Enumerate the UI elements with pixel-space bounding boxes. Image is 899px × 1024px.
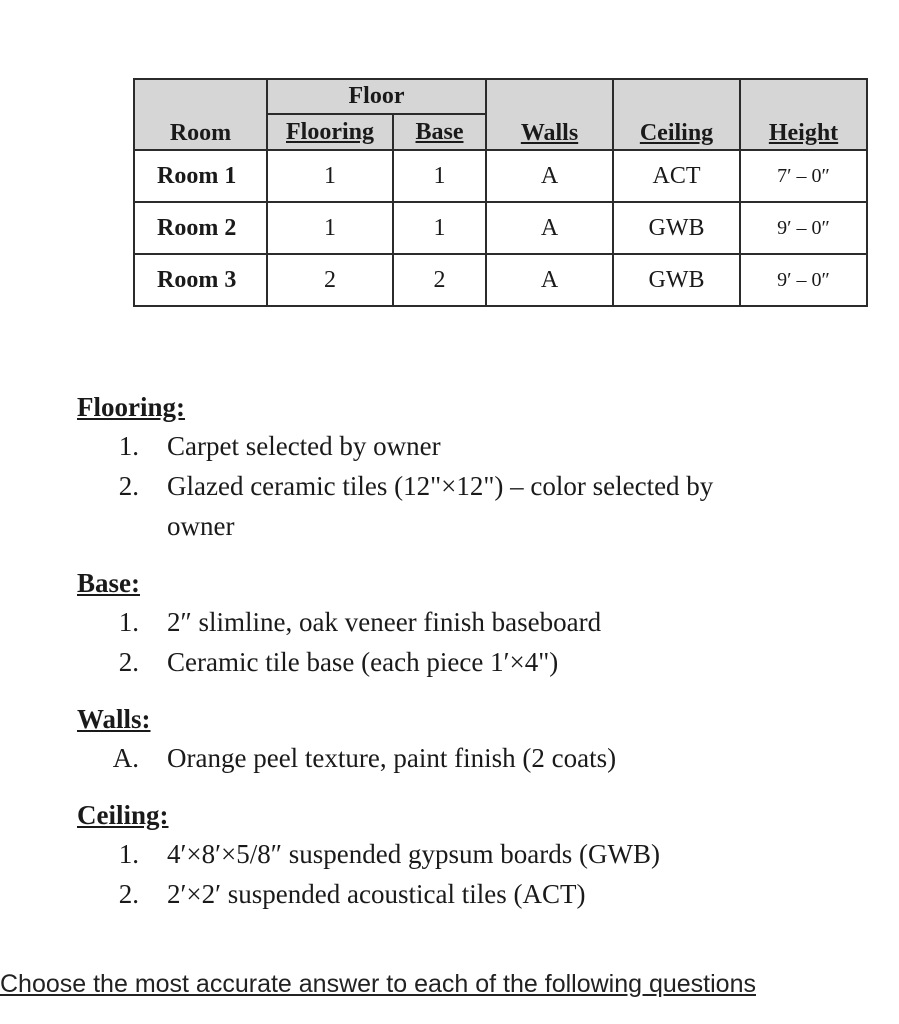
room-cell: Room 3 bbox=[134, 254, 267, 306]
header-height-label: Height bbox=[768, 120, 839, 146]
height-cell: 7′ – 0″ bbox=[740, 150, 867, 202]
item-text: Ceramic tile base (each piece 1′×4") bbox=[167, 647, 559, 677]
room-finish-schedule bbox=[133, 78, 868, 307]
header-walls bbox=[486, 79, 613, 150]
base-cell: 2 bbox=[393, 254, 486, 306]
flooring-title: Flooring: bbox=[77, 392, 185, 422]
walls-section bbox=[77, 700, 857, 778]
table-row bbox=[134, 150, 867, 202]
list-item bbox=[77, 426, 857, 466]
walls-cell: A bbox=[486, 202, 613, 254]
list-item bbox=[77, 738, 857, 778]
item-text: Orange peel texture, paint finish (2 coats) bbox=[167, 743, 617, 773]
header-base bbox=[393, 114, 486, 150]
finish-notes bbox=[77, 388, 857, 932]
room-cell: Room 2 bbox=[134, 202, 267, 254]
header-walls-label: Walls bbox=[520, 120, 579, 146]
item-text: Carpet selected by owner bbox=[167, 431, 441, 461]
header-flooring-label: Flooring bbox=[286, 118, 374, 145]
height-cell: 9′ – 0″ bbox=[740, 202, 867, 254]
header-ceiling bbox=[613, 79, 740, 150]
ceiling-title: Ceiling: bbox=[77, 800, 169, 830]
item-number: 1. bbox=[118, 607, 139, 637]
item-number: 2. bbox=[118, 471, 139, 501]
ceiling-cell: GWB bbox=[613, 254, 740, 306]
list-item bbox=[77, 642, 857, 682]
height-cell: 9′ – 0″ bbox=[740, 254, 867, 306]
item-number: 1. bbox=[118, 839, 139, 869]
item-number: 2. bbox=[118, 647, 139, 677]
header-flooring bbox=[267, 114, 393, 150]
item-number: 1. bbox=[118, 431, 139, 461]
walls-cell: A bbox=[486, 150, 613, 202]
walls-cell: A bbox=[486, 254, 613, 306]
ceiling-cell: GWB bbox=[613, 202, 740, 254]
list-item bbox=[77, 602, 857, 642]
header-base-label: Base bbox=[415, 118, 464, 145]
header-room: Room bbox=[134, 79, 267, 150]
item-text: 2″ slimline, oak veneer finish baseboard bbox=[167, 607, 602, 637]
list-item bbox=[77, 466, 857, 546]
item-text: 4′×8′×5/8″ suspended gypsum boards (GWB) bbox=[167, 839, 660, 869]
flooring-cell: 2 bbox=[267, 254, 393, 306]
item-text: Glazed ceramic tiles (12"×12") – color selected by owner bbox=[167, 471, 714, 541]
ceiling-cell: ACT bbox=[613, 150, 740, 202]
base-cell: 1 bbox=[393, 150, 486, 202]
flooring-section bbox=[77, 388, 857, 546]
question-prompt: Choose the most accurate answer to each of the following questions bbox=[0, 970, 756, 998]
item-number: A. bbox=[112, 743, 139, 773]
flooring-cell: 1 bbox=[267, 202, 393, 254]
room-cell: Room 1 bbox=[134, 150, 267, 202]
base-title: Base: bbox=[77, 568, 140, 598]
table-row bbox=[134, 202, 867, 254]
header-floor: Floor bbox=[267, 79, 486, 114]
ceiling-section bbox=[77, 796, 857, 914]
header-height bbox=[740, 79, 867, 150]
flooring-cell: 1 bbox=[267, 150, 393, 202]
table-row bbox=[134, 254, 867, 306]
item-number: 2. bbox=[118, 879, 139, 909]
list-item bbox=[77, 834, 857, 874]
base-section bbox=[77, 564, 857, 682]
base-cell: 1 bbox=[393, 202, 486, 254]
list-item bbox=[77, 874, 857, 914]
item-text: 2′×2′ suspended acoustical tiles (ACT) bbox=[167, 879, 586, 909]
walls-title: Walls: bbox=[77, 704, 151, 734]
header-ceiling-label: Ceiling bbox=[639, 120, 714, 146]
